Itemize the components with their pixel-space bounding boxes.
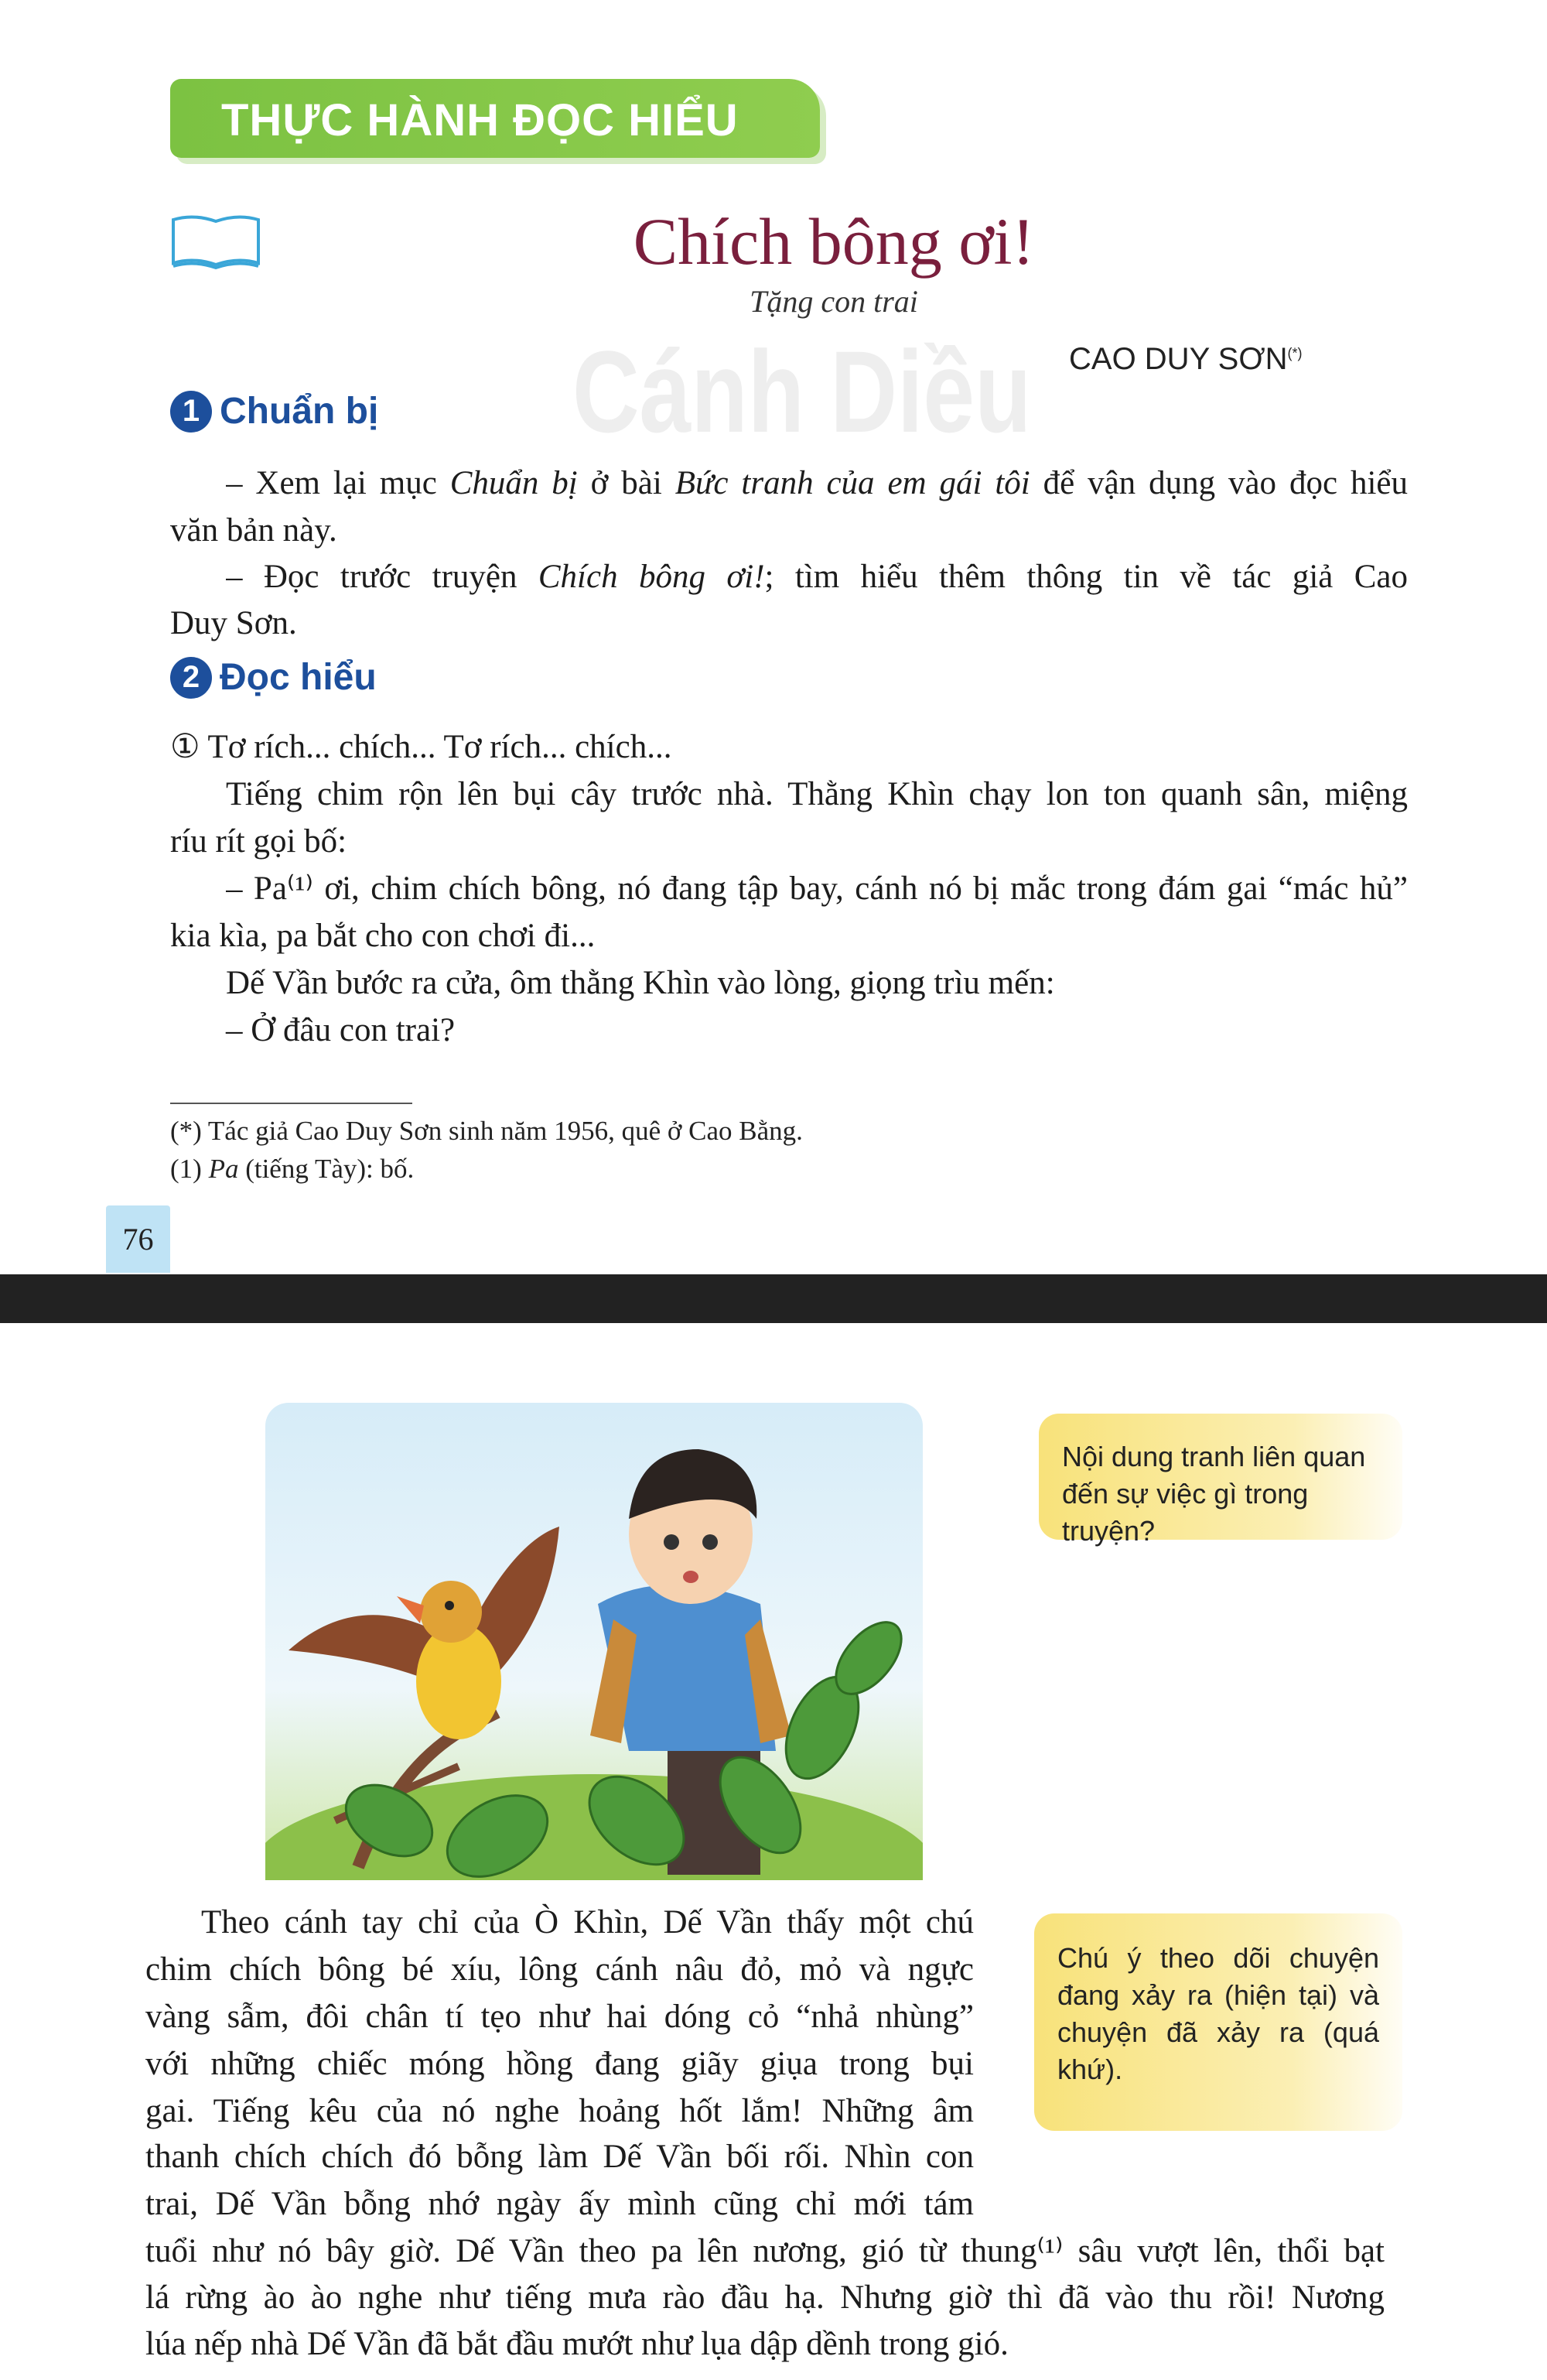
text-segment: văn bản này. [170,512,337,549]
story-title: Chích bông ơi! [633,204,1035,279]
text-segment: vàng sẫm, đôi chân tí tẹo như hai dóng cỏ “nhả nhùng” [145,1999,974,2035]
text-line [145,2320,1385,2368]
text-segment: Tiếng chim rộn lên bụi cây trước nhà. Thằng Khìn chạy lon ton quanh sân, miệng [226,776,1408,812]
text-segment: chim chích bông bé xíu, lông cánh nâu đỏ, mỏ và ngực [145,1951,974,1988]
text-line [145,2180,974,2228]
text-segment: kia kìa, pa bắt cho con chơi đi... [170,918,596,954]
text-segment: trai, Dế Vần bỗng nhớ ngày ấy mình cũng chỉ mới tám [145,2186,974,2222]
text-segment: ở bài [577,465,675,501]
footnote-definition: (tiếng Tày): bố. [238,1154,415,1184]
section-number: 1 [170,391,212,433]
text-line [226,460,1408,507]
text-segment: Duy Sơn. [170,605,297,641]
text-line [170,723,1408,771]
text-line [145,2228,1385,2275]
text-segment: – Xem lại mục [226,465,450,501]
text-line [170,600,1408,647]
author-name [1069,342,1303,377]
author-text: CAO DUY SƠN [1069,342,1288,376]
italic-text: Bức tranh của em gái tôi [674,465,1030,501]
italic-text: Chuẩn bị [449,465,578,501]
text-line [145,1946,974,1993]
text-segment: với những chiếc móng hồng đang giãy giụa trong bụi [145,2046,974,2082]
section-reading-heading [170,656,377,699]
italic-text: Chích bông ơi! [538,559,765,595]
text-segment: lúa nếp nhà Dế Vần đã bắt đầu mướt như lụa dập dềnh trong gió. [145,2326,1009,2362]
text-line [145,2040,974,2088]
text-line [226,865,1408,912]
text-segment: – Pa⁽¹⁾ ơi, chim chích bông, nó đang tập bay, cánh nó bị mắc trong đám gai “mác hủ” [226,870,1408,907]
text-line [201,1899,974,1946]
text-segment: thanh chích chích đó bỗng làm Dế Vần bối rối. Nhìn con [145,2139,974,2175]
text-line [145,2274,1385,2321]
text-segment: – Ở đâu con trai? [226,1012,456,1048]
text-segment: tuổi như nó bây giờ. Dế Vần theo pa lên nương, gió từ thung⁽¹⁾ sâu vượt lên, thổi bạt [145,2233,1385,2269]
text-line [170,912,1408,959]
text-segment: lá rừng ào ào nghe như tiếng mưa rào đầu hạ. Nhưng giờ thì đã vào thu rồi! Nương [145,2279,1385,2316]
dedication: Tặng con trai [750,284,918,319]
watermark-logo: Cánh Diều [572,327,1032,457]
text-segment: – Đọc trước truyện [226,559,538,595]
footnote-author: (*) Tác giả Cao Duy Sơn sinh năm 1956, quê ở Cao Bằng. [170,1116,803,1146]
text-segment: ríu rít gọi bố: [170,823,347,860]
page-separator [0,1274,1547,1323]
text-segment: Dế Vần bước ra cửa, ôm thằng Khìn vào lòng, giọng trìu mến: [226,965,1055,1001]
section-label: Đọc hiểu [220,657,377,698]
text-line [145,2133,974,2180]
page-77 [0,1323,1547,2380]
text-line [226,959,1408,1007]
text-segment: Theo cánh tay chỉ của Ò Khìn, Dế Vần thấy một chú [201,1904,974,1941]
text-line [145,1993,974,2040]
text-line [145,2088,974,2135]
text-line [170,507,1408,554]
text-segment: ; tìm hiểu thêm thông tin về tác giả Cao [764,559,1408,595]
illustration-boy-and-bird [265,1403,923,1880]
text-segment: gai. Tiếng kêu của nó nghe hoảng hốt lắm! Những âm [145,2093,974,2129]
text-line [170,818,1408,865]
page-number: 76 [106,1205,170,1273]
author-footnote-mark: (*) [1287,345,1303,361]
callout-question: Nội dung tranh liên quan đến sự việc gì trong truyện? [1039,1414,1402,1540]
section-banner [170,79,820,158]
footnote-1 [170,1154,414,1185]
footnote-term: Pa [208,1154,239,1184]
footnote-divider [170,1103,412,1104]
text-line [226,771,1408,818]
section-number: 2 [170,657,212,699]
footnote-number: (1) [170,1154,209,1184]
text-segment: để vận dụng vào đọc hiểu [1030,465,1408,501]
callout-tip: Chú ý theo dõi chuyện đang xảy ra (hiện tại) và chuyện đã xảy ra (quá khứ). [1034,1913,1402,2131]
text-line [226,1007,1408,1054]
section-prepare-heading [170,390,378,433]
section-label: Chuẩn bị [220,391,379,432]
text-line [226,553,1408,600]
text-segment: ① Tơ rích... chích... Tơ rích... chích... [170,729,672,765]
banner-text: THỰC HÀNH ĐỌC HIỂU [221,95,739,145]
